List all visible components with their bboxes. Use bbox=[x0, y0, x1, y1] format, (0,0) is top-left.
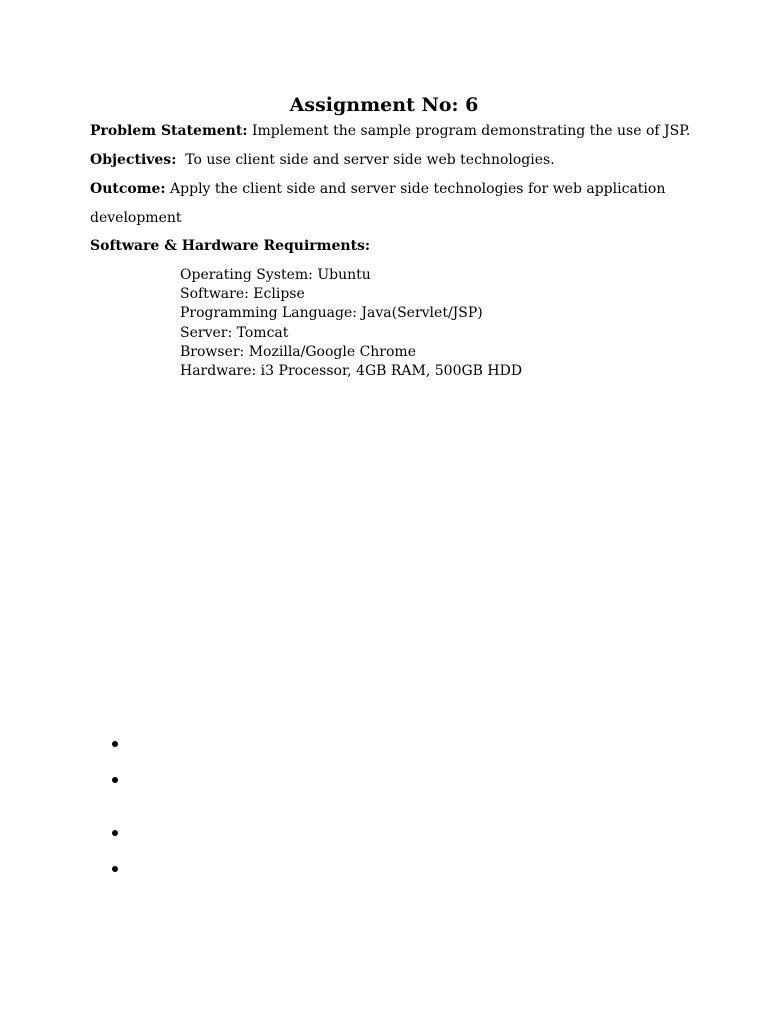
bullet-point bbox=[112, 741, 120, 749]
requirements-heading-label: Software & Hardware Requirments: bbox=[90, 238, 371, 254]
bullet-point bbox=[112, 830, 120, 838]
outcome-text: Apply the client side and server side technologies for web application bbox=[165, 181, 666, 197]
bullet-point bbox=[112, 777, 120, 785]
requirements-heading bbox=[90, 236, 370, 256]
problem-statement bbox=[90, 121, 690, 141]
requirement-item-server: Server: Tomcat bbox=[180, 324, 289, 341]
bullet-dot-icon bbox=[112, 777, 118, 783]
outcome bbox=[90, 179, 665, 199]
outcome-label: Outcome: bbox=[90, 181, 166, 197]
bullet-dot-icon bbox=[112, 866, 118, 872]
outcome-continuation: development bbox=[90, 210, 182, 226]
bullet-dot-icon bbox=[112, 830, 118, 836]
problem-statement-text: Implement the sample program demonstrating the use of JSP. bbox=[247, 123, 691, 139]
requirement-item-language: Programming Language: Java(Servlet/JSP) bbox=[180, 305, 483, 322]
requirement-item-os: Operating System: Ubuntu bbox=[180, 267, 371, 283]
bullet-dot-icon bbox=[112, 741, 118, 747]
objectives-text: To use client side and server side web technologies. bbox=[176, 152, 555, 168]
requirement-item-software: Software: Eclipse bbox=[180, 286, 305, 303]
objectives bbox=[90, 150, 555, 170]
page-title: Assignment No: 6 bbox=[289, 94, 479, 116]
requirement-item-hardware: Hardware: i3 Processor, 4GB RAM, 500GB HDD bbox=[180, 363, 523, 380]
bullet-point bbox=[112, 866, 120, 874]
objectives-label: Objectives: bbox=[90, 152, 177, 168]
requirement-item-browser: Browser: Mozilla/Google Chrome bbox=[180, 343, 416, 360]
problem-statement-label: Problem Statement: bbox=[90, 123, 248, 139]
requirements-list bbox=[180, 266, 522, 381]
